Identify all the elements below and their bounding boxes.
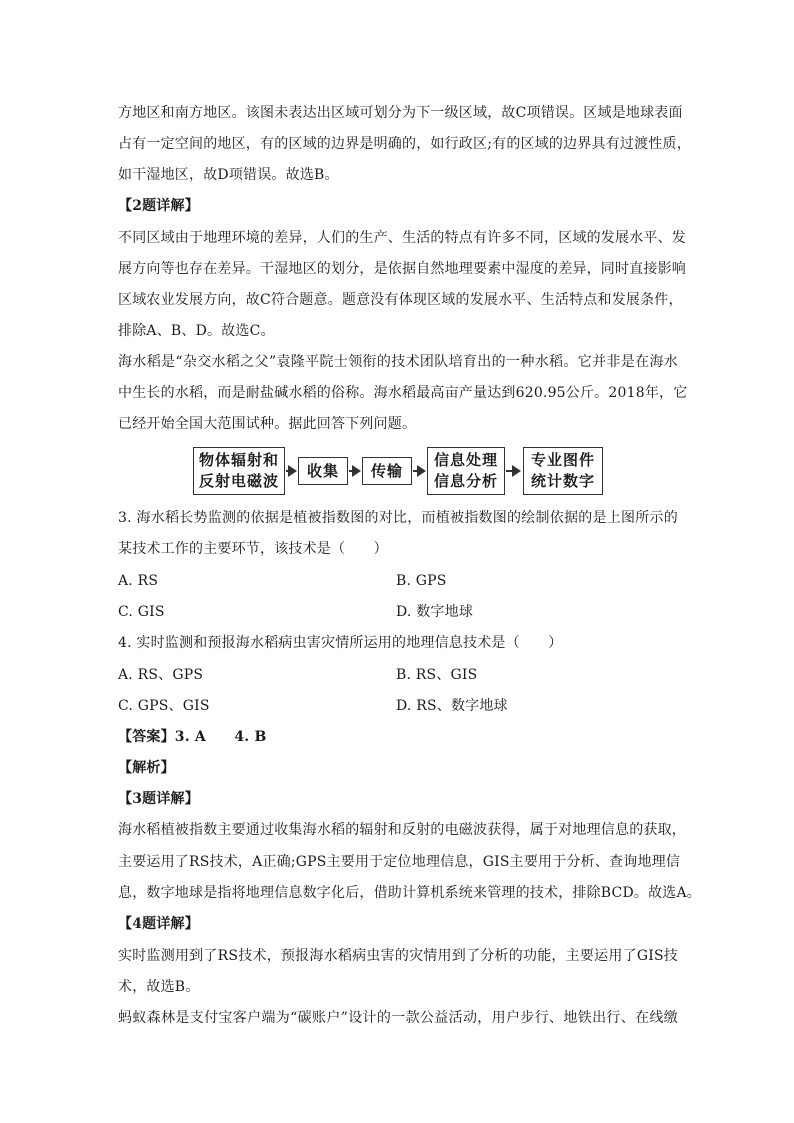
paragraph-line: 蚂蚁森林是支付宝客户端为“碳账户”设计的一款公益活动，用户步行、地铁出行、在线缴 (118, 1010, 678, 1026)
flow-box-text: 统计数字 (530, 472, 595, 490)
flow-box-text: 收集 (306, 461, 339, 480)
paragraph-line: 已经开始全国大范围试种。据此回答下列问题。 (118, 416, 417, 432)
section-heading-q3: 【3题详解】 (118, 791, 199, 807)
q3-option-c: C. GIS (118, 604, 165, 620)
paragraph-line: 息，数字地球是指将地理信息数字化后，借助计算机系统来管理的技术，排除BCD。故选A。 (118, 885, 701, 901)
section-heading-q2: 【2题详解】 (118, 198, 199, 214)
flow-arrow (286, 470, 295, 472)
analysis-heading: 【解析】 (118, 760, 175, 776)
q3-option-b: B. GPS (396, 573, 447, 589)
section-heading-q4: 【4题详解】 (118, 916, 199, 932)
paragraph-line: 术，故选B。 (118, 979, 200, 995)
flow-box-radiation (193, 447, 285, 495)
q3-option-d: D. 数字地球 (396, 604, 474, 620)
paragraph-line: 占有一定空间的地区，有的区域的边界是明确的，如行政区;有的区域的边界具有过渡性质， (118, 136, 691, 152)
paragraph-line: 展方向等也存在差异。干湿地区的划分，是依据自然地理要素中湿度的差异，同时直接影响 (118, 261, 686, 277)
flow-arrow (506, 470, 519, 472)
flow-box-text: 物体辐射和 (198, 451, 279, 469)
question-3-stem: 某技术工作的主要环节，该技术是（ ） (118, 541, 388, 557)
paragraph-line: 如干湿地区，故D项错误。故选B。 (118, 167, 339, 183)
paragraph-line: 排除A、B、D。故选C。 (118, 323, 275, 339)
paragraph-line: 不同区域由于地理环境的差异，人们的生产、生活的特点有许多不同，区域的发展水平、发 (118, 230, 686, 246)
remote-sensing-flowchart (193, 447, 603, 497)
q4-option-b: B. RS、GIS (396, 667, 478, 683)
flow-box-process (427, 447, 505, 495)
paragraph-line: 实时监测用到了RS技术，预报海水稻病虫害的灾情用到了分析的功能，主要运用了GIS技 (118, 948, 678, 964)
flow-box-text: 传输 (370, 461, 403, 480)
question-3-stem: 3. 海水稻长势监测的依据是植被指数图的对比，而植被指数图的绘制依据的是上图所示的 (118, 510, 678, 526)
paragraph-line: 海水稻是“杂交水稻之父”袁隆平院士领衔的技术团队培育出的一种水稻。它并非是在海水 (118, 354, 678, 370)
question-4-stem: 4. 实时监测和预报海水稻病虫害灾情所运用的地理信息技术是（ ） (118, 635, 563, 651)
flow-box-transmit (362, 457, 412, 485)
paragraph-line: 主要运用了RS技术，A正确;GPS主要用于定位地理信息，GIS主要用于分析、查询地理信 (118, 854, 681, 870)
q4-option-a: A. RS、GPS (118, 667, 204, 683)
flow-box-output (523, 447, 603, 495)
flow-box-text: 反射电磁波 (198, 472, 279, 490)
flow-box-text: 信息分析 (433, 472, 498, 490)
flow-arrow (413, 470, 424, 472)
answer-line: 【答案】3. A 4. B (118, 729, 267, 745)
flow-box-text: 专业图件 (530, 451, 595, 469)
paragraph-line: 方地区和南方地区。该图未表达出区域可划分为下一级区域，故C项错误。区域是地球表面 (118, 105, 683, 121)
paragraph-line: 区域农业发展方向，故C符合题意。题意没有体现区域的发展水平、生活特点和发展条件， (118, 292, 683, 308)
flow-box-text: 信息处理 (433, 451, 498, 469)
q4-option-d: D. RS、数字地球 (396, 698, 508, 714)
flow-arrow (349, 470, 359, 472)
q3-option-a: A. RS (118, 573, 159, 589)
q4-option-c: C. GPS、GIS (118, 698, 210, 714)
paragraph-line: 中生长的水稻，而是耐盐碱水稻的俗称。海水稻最高亩产量达到620.95公斤。2018年，它 (118, 385, 688, 401)
paragraph-line: 海水稻植被指数主要通过收集海水稻的辐射和反射的电磁波获得，属于对地理信息的获取， (118, 822, 686, 838)
flow-box-collect (298, 457, 348, 485)
